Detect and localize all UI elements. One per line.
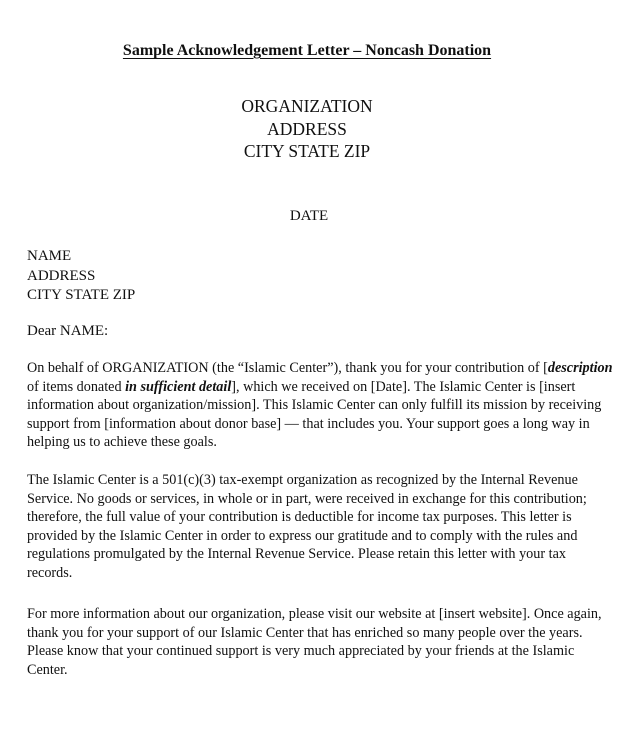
recipient-city-state-zip: CITY STATE ZIP (27, 287, 136, 303)
recipient-address-block (27, 247, 135, 306)
paragraph-tax-exempt (27, 471, 589, 583)
organization-city-state-zip: CITY STATE ZIP (243, 141, 371, 161)
emphasis-text: in sufficient detail (125, 378, 232, 395)
paragraph-closing (27, 605, 602, 679)
organization-address: ADDRESS (267, 118, 347, 139)
letter-date: DATE (289, 208, 329, 224)
paragraph-line: provided by the Islamic Center in order to express our gratitude and to comply with the rules and (27, 527, 578, 544)
text-run: ], which we received on [Date]. The Islamic Center is [insert (231, 378, 576, 395)
paragraph-line (27, 378, 589, 397)
paragraph-line: The Islamic Center is a 501(c)(3) tax-exempt organization as recognized by the Internal Revenue (27, 472, 578, 488)
organization-address-block (0, 95, 614, 163)
emphasis-text: description (547, 360, 613, 376)
paragraph-line: Please know that your continued support is very much appreciated by your friends at the Islamic (27, 643, 575, 660)
paragraph-line: therefore, the full value of your contribution is deductible for income tax purposes. This letter is (27, 509, 572, 526)
paragraph-line (27, 359, 613, 378)
paragraph-line: thank you for your support of our Islamic Center that has enriched so many people over the years. (27, 624, 583, 641)
paragraph-thank-you (27, 359, 613, 452)
salutation: Dear NAME: (27, 323, 109, 339)
text-run: On behalf of ORGANIZATION (the “Islamic Center”), thank you for your contribution of [ (27, 360, 548, 376)
text-run: of items donated (27, 378, 126, 395)
recipient-name: NAME (27, 248, 72, 264)
document-title: Sample Acknowledgement Letter – Noncash Donation (122, 42, 492, 59)
paragraph-line: Service. No goods or services, in whole or in part, were received in exchange for this contribution; (27, 490, 587, 507)
paragraph-line: records. (27, 564, 73, 581)
paragraph-line: helping us to achieve these goals. (27, 434, 217, 451)
organization-name: ORGANIZATION (241, 96, 373, 116)
paragraph-line: For more information about our organization, please visit our website at [insert website]. Once again, (27, 606, 602, 622)
paragraph-line: regulations promulgated by the Internal Revenue Service. Please retain this letter with your tax (27, 546, 566, 563)
recipient-address: ADDRESS (27, 267, 96, 284)
paragraph-line: Center. (27, 661, 68, 678)
paragraph-line: support from [information about donor base] — that includes you. Your support goes a long way in (27, 415, 590, 432)
paragraph-line: information about organization/mission]. This Islamic Center can only fulfill its mission by receiving (27, 397, 602, 414)
